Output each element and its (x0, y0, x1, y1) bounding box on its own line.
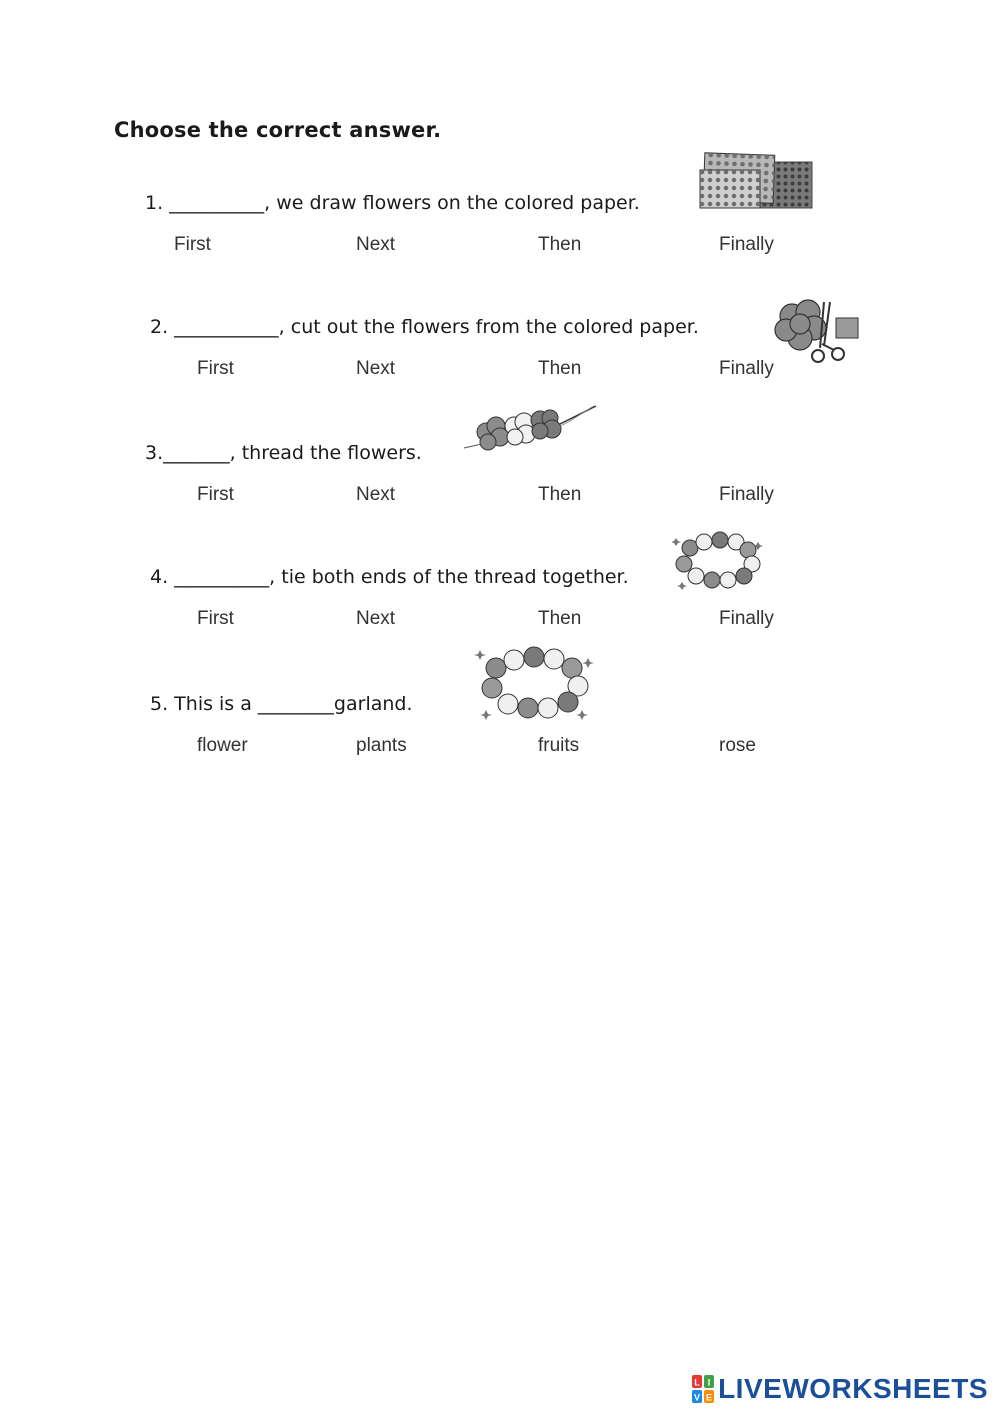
question-2-option-3[interactable]: Then (538, 358, 582, 379)
question-1-option-1[interactable]: First (174, 234, 211, 255)
liveworksheets-logo-icon (692, 1375, 714, 1403)
question-2-option-1[interactable]: First (197, 358, 234, 379)
question-1-option-4[interactable]: Finally (719, 234, 774, 255)
question-2-option-4[interactable]: Finally (719, 358, 774, 379)
question-2-text: 2. ___________, cut out the flowers from the colored paper. (150, 316, 699, 338)
scissors-flower-icon (774, 296, 864, 368)
question-1-text: 1. __________, we draw flowers on the colored paper. (145, 192, 640, 214)
logo-letter-3: V (694, 1392, 701, 1403)
liveworksheets-logo (692, 1374, 988, 1404)
colored-paper-icon (698, 152, 816, 212)
question-3-option-2[interactable]: Next (356, 484, 396, 505)
question-3-text: 3._______, thread the flowers. (145, 442, 422, 464)
question-5-option-1[interactable]: flower (197, 735, 248, 756)
liveworksheets-brand-text: LIVEWORKSHEETS (718, 1373, 988, 1404)
question-4-option-2[interactable]: Next (356, 608, 396, 629)
question-3-option-4[interactable]: Finally (719, 484, 774, 505)
question-5-text: 5. This is a ________garland. (150, 693, 413, 715)
logo-letter-4: E (706, 1392, 713, 1403)
question-5-option-4[interactable]: rose (719, 735, 756, 756)
question-1-option-3[interactable]: Then (538, 234, 582, 255)
question-1-option-2[interactable]: Next (356, 234, 396, 255)
logo-letter-2: I (707, 1377, 711, 1388)
question-2-option-2[interactable]: Next (356, 358, 396, 379)
question-5-option-3[interactable]: fruits (538, 735, 580, 756)
question-3-option-1[interactable]: First (197, 484, 234, 505)
worksheet-title: Choose the correct answer. (114, 118, 442, 142)
question-3-option-3[interactable]: Then (538, 484, 582, 505)
logo-letter-1: L (694, 1377, 700, 1388)
question-4-option-4[interactable]: Finally (719, 608, 774, 629)
question-4-text: 4. __________, tie both ends of the thread together. (150, 566, 629, 588)
question-4-option-1[interactable]: First (197, 608, 234, 629)
flower-garland-icon (672, 530, 764, 592)
question-4-option-3[interactable]: Then (538, 608, 582, 629)
question-5-option-2[interactable]: plants (356, 735, 407, 756)
flower-garland-large-icon (474, 644, 596, 724)
needle-thread-flowers-icon (460, 402, 600, 458)
